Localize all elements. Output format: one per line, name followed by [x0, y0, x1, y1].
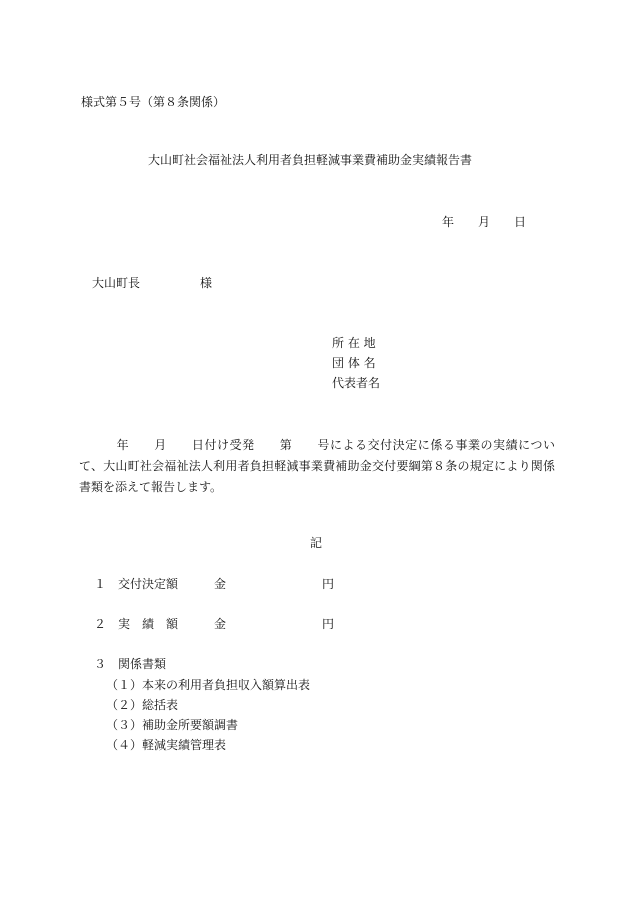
item-actual-amount: ２ 実 績 額 金 円: [94, 617, 335, 631]
related-document-item: （２）総括表: [106, 698, 179, 712]
date-line: 年 月 日: [442, 215, 527, 229]
item-grant-decision-amount: １ 交付決定額 金 円: [94, 577, 335, 591]
item-related-documents: ３ 関係書類: [94, 657, 167, 671]
related-document-item: （４）軽減実績管理表: [106, 738, 227, 752]
report-body-text: 年 月 日付け受発 第 号による交付決定に係る事業の実績について、大山町社会福祉法人利用者負担軽減事業費補助金交付要綱第８条の規定により関係書類を添えて報告します。: [79, 438, 555, 494]
form-number: 様式第５号（第８条関係）: [81, 95, 226, 109]
addressee: 大山町長 様: [92, 276, 213, 290]
related-document-item: （１）本来の利用者負担収入額算出表: [106, 678, 311, 692]
document-title: 大山町社会福祉法人利用者負担軽減事業費補助金実績報告書: [148, 153, 473, 167]
record-heading: 記: [310, 536, 323, 550]
organization-label: 団 体 名: [332, 356, 376, 370]
related-document-item: （３）補助金所要額調書: [106, 718, 239, 732]
representative-label: 代表者名: [332, 376, 381, 390]
location-label: 所 在 地: [332, 336, 376, 350]
